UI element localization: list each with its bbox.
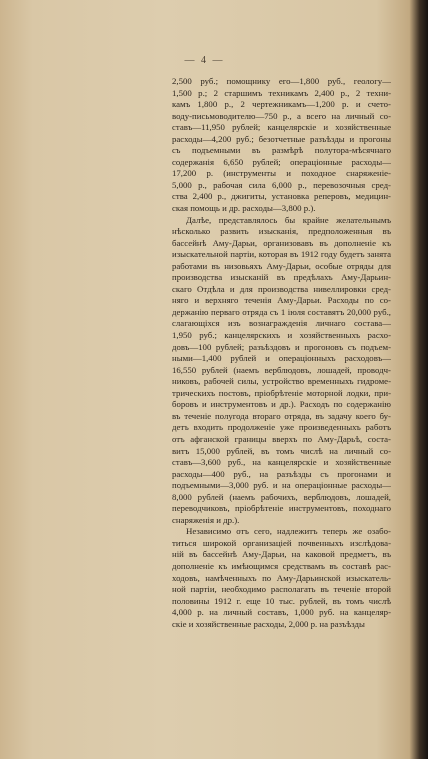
- text-line: работами въ низовьяхъ Аму-Дарьи, особые отряды для: [172, 260, 391, 271]
- text-line: изыскательной партiи, которая въ 1912 году будетъ занята: [172, 249, 391, 260]
- text-line: камъ 1,800 р., 2 чертежникамъ—1,200 р. и счето-: [172, 99, 391, 110]
- book-binding-edge: [409, 0, 428, 759]
- body-text: [172, 76, 391, 630]
- text-line: Независимо отъ сего, надлежитъ теперь же озабо-: [186, 526, 391, 537]
- text-line: ными—1,400 рублей и операцiонныхъ расходовъ—: [172, 353, 391, 364]
- text-line: переводчиковъ, прiобрѣтенiе инструментовъ, походнаго: [172, 503, 391, 514]
- text-line: дополненiе къ имѣющимся средствамъ въ составѣ рас-: [172, 560, 391, 571]
- text-line: ская помощь и др. расходы—3,800 р.).: [172, 203, 316, 214]
- text-line: держанiю перваго отряда съ 1 iюля составятъ 20,000 руб.,: [172, 306, 391, 317]
- text-line: 16,550 рублей (наемъ верблюдовъ, лошадей, проводч-: [172, 364, 391, 375]
- text-line: скаго Отдѣла и для производства нивеллировки сред-: [172, 283, 391, 294]
- text-line: 4,000 р. на личный составъ, 1,000 руб. на канцеляр-: [172, 607, 391, 618]
- text-line: бассейнѣ Аму-Дарьи, организовавъ въ дополненiе къ: [172, 237, 391, 248]
- text-line: боровъ и инструментовъ и др.). Расходъ по содержанiю: [172, 399, 391, 410]
- text-line: подъемными—3,000 руб. и на операцiонные расходы—: [172, 480, 391, 491]
- text-line: титься широкой организацiей почвенныхъ изслѣдова-: [172, 537, 391, 548]
- text-line: довъ—100 рублей; разъѣздовъ и прогоновъ съ подъем-: [172, 341, 391, 352]
- text-line: съ подъемными въ размѣрѣ полутора-мѣсячнаго: [172, 145, 391, 156]
- text-line: производства изысканiй въ предѣлахъ Аму-Дарьин-: [172, 272, 391, 283]
- text-line: расходы—4,200 руб.; безотчетные разъѣзды и прогоны: [172, 133, 391, 144]
- page-number: — 4 —: [184, 55, 225, 66]
- text-line: детъ входить продолженiе уже произведенныхъ работъ: [172, 422, 391, 433]
- text-line: скiе и хозяйственные расходы, 2,000 р. на разъѣзды: [172, 618, 365, 629]
- text-line: Далѣе, представлялось бы крайне желательнымъ: [186, 214, 391, 225]
- paragraph: [172, 526, 391, 630]
- text-line: ходовъ, намѣченныхъ по Аму-Дарьинской изыскатель-: [172, 572, 391, 583]
- text-line: витъ 15,000 рублей, въ томъ числѣ на личный со-: [172, 445, 391, 456]
- text-line: воду-письмоводителю—750 р., а всего на личный со-: [172, 110, 391, 121]
- text-line: слагающiхся изъ вознагражденiя личнаго состава—: [172, 318, 391, 329]
- text-line: въ теченiе полугода втораго отряда, въ задачу коего бу-: [172, 410, 391, 421]
- text-line: половины 1912 г. еще 10 тыс. рублей, въ томъ числѣ: [172, 595, 391, 606]
- text-line: отъ афганской границы вверхъ по Аму-Дарьѣ, соста-: [172, 433, 391, 444]
- text-line: 2,500 руб.; помощнику его—1,800 руб., геологу—: [172, 76, 391, 86]
- paragraph: [172, 76, 391, 215]
- paragraph: [172, 215, 391, 527]
- text-line: никовъ, рабочей силы, устройство временныхъ гидроме-: [172, 376, 391, 387]
- text-line: 8,000 рублей (наемъ рабочихъ, верблюдовъ, лошадей,: [172, 491, 391, 502]
- text-line: няго и верхняго теченiя Аму-Дарьи. Расходы по со-: [172, 295, 391, 306]
- text-line: ставъ—11,950 рублей; канцелярскiе и хозяйственные: [172, 122, 391, 133]
- text-line: ства 2,400 р., джигиты, установка реперовъ, медицин-: [172, 191, 391, 202]
- text-line: расходы—400 руб., на разъѣзды съ прогонами и: [172, 468, 391, 479]
- text-line: 1,950 руб.; канцелярскихъ и хозяйственныхъ расхо-: [172, 330, 391, 341]
- text-line: 5,000 р., рабочая сила 6,000 р., перевозочныя сред-: [172, 179, 391, 190]
- text-line: снаряженiя и др.).: [172, 514, 240, 525]
- text-line: 17,200 р. (инструменты и походное снаряженiе-: [172, 168, 391, 179]
- text-line: нѣсколько развить изысканiя, предположенныя въ: [172, 226, 391, 237]
- text-line: ной партiи, необходимо располагать въ теченiе второй: [172, 584, 391, 595]
- text-line: 1,500 р.; 2 старшимъ техникамъ 2,400 р., 2 техни-: [172, 87, 391, 98]
- text-line: нiй въ бассейнѣ Аму-Дарьи, на каковой предметъ, въ: [172, 549, 391, 560]
- text-line: трическихъ постовъ, прiобрѣтенiе моторной лодки, при-: [172, 387, 391, 398]
- text-line: содержанiя 6,650 рублей; операцiонные расходы—: [172, 156, 391, 167]
- text-line: ставъ—3,600 руб., на канцелярскiе и хозяйственные: [172, 457, 391, 468]
